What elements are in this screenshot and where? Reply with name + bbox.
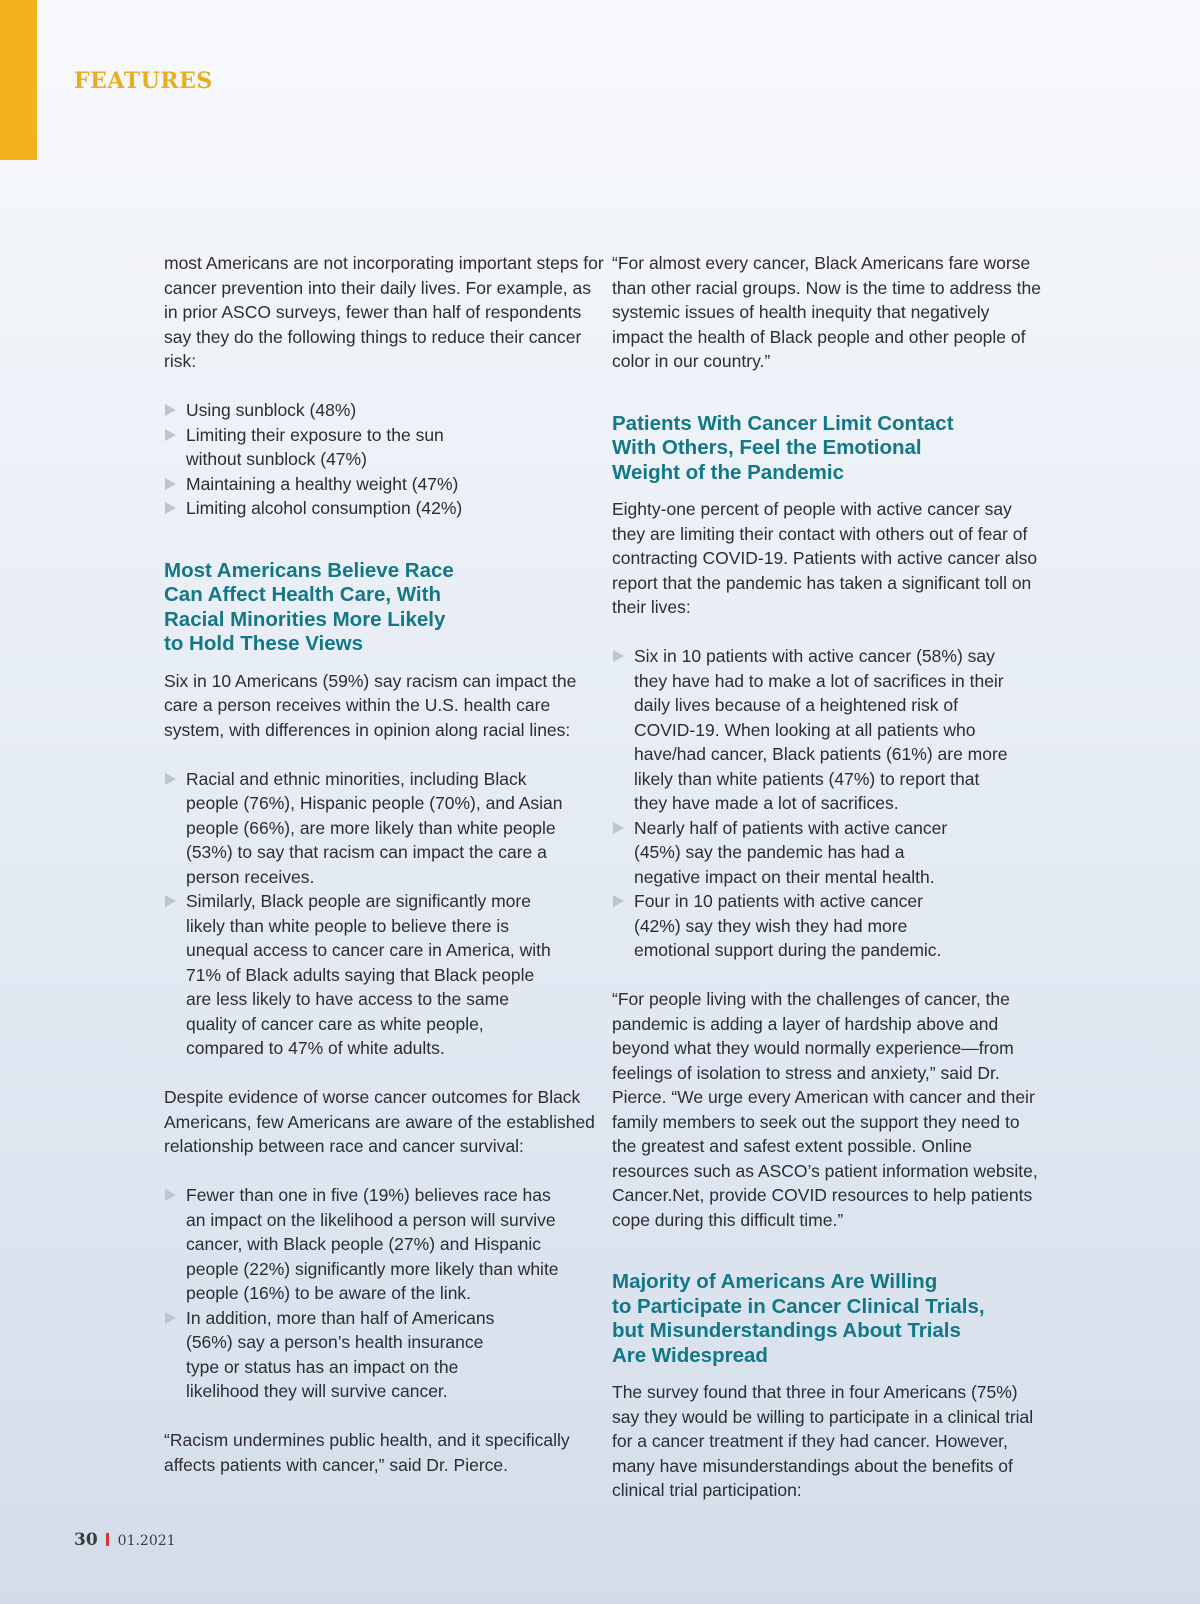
bullet-arrow-icon xyxy=(613,650,624,662)
list-item: Limiting alcohol consumption (42%) xyxy=(164,496,604,521)
list-item: Six in 10 patients with active cancer (58%) say they have had to make a lot of sacrifices in their daily lives because of a heightened risk of COVID-19. When looking at all patients who have/had cancer, Black patients (61%) are more likely than white patients (47%) to report that they have made a lot of sacrifices. xyxy=(612,644,1012,816)
bullet-arrow-icon xyxy=(165,478,176,490)
race-paragraph: Six in 10 Americans (59%) say racism can impact the care a person receives within the U.S. health care system, with differences in opinion along racial lines: xyxy=(164,670,577,740)
pierce-quote: “For people living with the challenges of cancer, the pandemic is adding a layer of hardship above and beyond what they would normally experience—from feelings of isolation to stress and anxiety,” said Dr. Pierce. “We urge every American with cancer and their family members to seek out the support they need to the greatest and safest extent possible. Online resources such as ASCO’s patient information website, Cancer.Net, provide COVID resources to help patients cope during this difficult time.” xyxy=(612,989,1038,1230)
bullet-arrow-icon xyxy=(165,502,176,514)
list-item: Similarly, Black people are significantly more likely than white people to believe there is unequal access to cancer care in America, with 71% of Black adults saying that Black people are less likely to have access to the same quality of cancer care as white people, compared to 47% of white adults. xyxy=(164,889,564,1061)
page-number: 30 xyxy=(74,1530,98,1550)
pandemic-paragraph: Eighty-one percent of people with active cancer say they are limiting their contact with others out of fear of contracting COVID-19. Patients with active cancer also report that the pandemic has taken a significant toll on their lives: xyxy=(612,499,1038,617)
list-item: Four in 10 patients with active cancer (42%) say they wish they had more emotional support during the pandemic. xyxy=(612,889,1012,963)
bullet-arrow-icon xyxy=(165,895,176,907)
pandemic-heading: Patients With Cancer Limit Contact With Others, Feel the Emotional Weight of the Pandemic xyxy=(612,411,954,484)
issue-date: 01.2021 xyxy=(117,1533,176,1549)
list-item: Racial and ethnic minorities, including Black people (76%), Hispanic people (70%), and Asian people (66%), are more likely than white people (53%) to say that racism can impact the care a person receives. xyxy=(164,767,564,890)
list-item: In addition, more than half of Americans (56%) say a person’s health insurance type or status has an impact on the likelihood they will survive cancer. xyxy=(164,1306,574,1404)
outcomes-paragraph: Despite evidence of worse cancer outcomes for Black Americans, few Americans are aware of the established relationship between race and cancer survival: xyxy=(164,1087,595,1156)
list-item: Maintaining a healthy weight (47%) xyxy=(164,472,604,497)
outcomes-list xyxy=(164,1183,574,1404)
bullet-arrow-icon xyxy=(613,822,624,834)
bullet-arrow-icon xyxy=(165,404,176,416)
race-heading: Most Americans Believe Race Can Affect Health Care, With Racial Minorities More Likely to Hold These Views xyxy=(164,558,454,655)
trials-heading: Majority of Americans Are Willing to Participate in Cancer Clinical Trials, but Misunderstandings About Trials Are Widespread xyxy=(612,1270,985,1367)
footer-separator xyxy=(106,1533,109,1546)
left-column xyxy=(164,251,604,1502)
intro-paragraph: most Americans are not incorporating important steps for cancer prevention into their daily lives. For example, as in prior ASCO surveys, fewer than half of respondents say they do the following things to reduce their cancer risk: xyxy=(164,253,604,371)
bullet-arrow-icon xyxy=(165,429,176,441)
bullet-arrow-icon xyxy=(165,1312,176,1324)
right-column xyxy=(612,251,1044,1527)
list-item: Limiting their exposure to the sun without sunblock (47%) xyxy=(164,423,604,472)
racism-quote: “Racism undermines public health, and it specifically affects patients with cancer,” said Dr. Pierce. xyxy=(164,1430,570,1475)
trials-paragraph: The survey found that three in four Americans (75%) say they would be willing to participate in a clinical trial for a cancer treatment if they had cancer. However, many have misunderstandings about the benefits of clinical trial participation: xyxy=(612,1382,1034,1500)
list-item: Fewer than one in five (19%) believes race has an impact on the likelihood a person will survive cancer, with Black people (27%) and Hispanic people (22%) significantly more likely than white people (16%) to be aware of the link. xyxy=(164,1183,574,1306)
pandemic-list xyxy=(612,644,1012,963)
prevention-list xyxy=(164,398,604,521)
list-item: Using sunblock (48%) xyxy=(164,398,604,423)
accent-bar xyxy=(0,0,37,160)
list-item: Nearly half of patients with active cancer (45%) say the pandemic has had a negative impact on their mental health. xyxy=(612,816,1012,890)
bullet-arrow-icon xyxy=(165,773,176,785)
bullet-arrow-icon xyxy=(613,895,624,907)
section-label: FEATURES xyxy=(74,68,213,94)
bullet-arrow-icon xyxy=(165,1189,176,1201)
page-footer xyxy=(74,1530,176,1550)
race-list xyxy=(164,767,564,1061)
quote-continued: “For almost every cancer, Black Americans fare worse than other racial groups. Now is the time to address the systemic issues of health inequity that negatively impact the health of Black people and other people of color in our country.” xyxy=(612,253,1041,371)
